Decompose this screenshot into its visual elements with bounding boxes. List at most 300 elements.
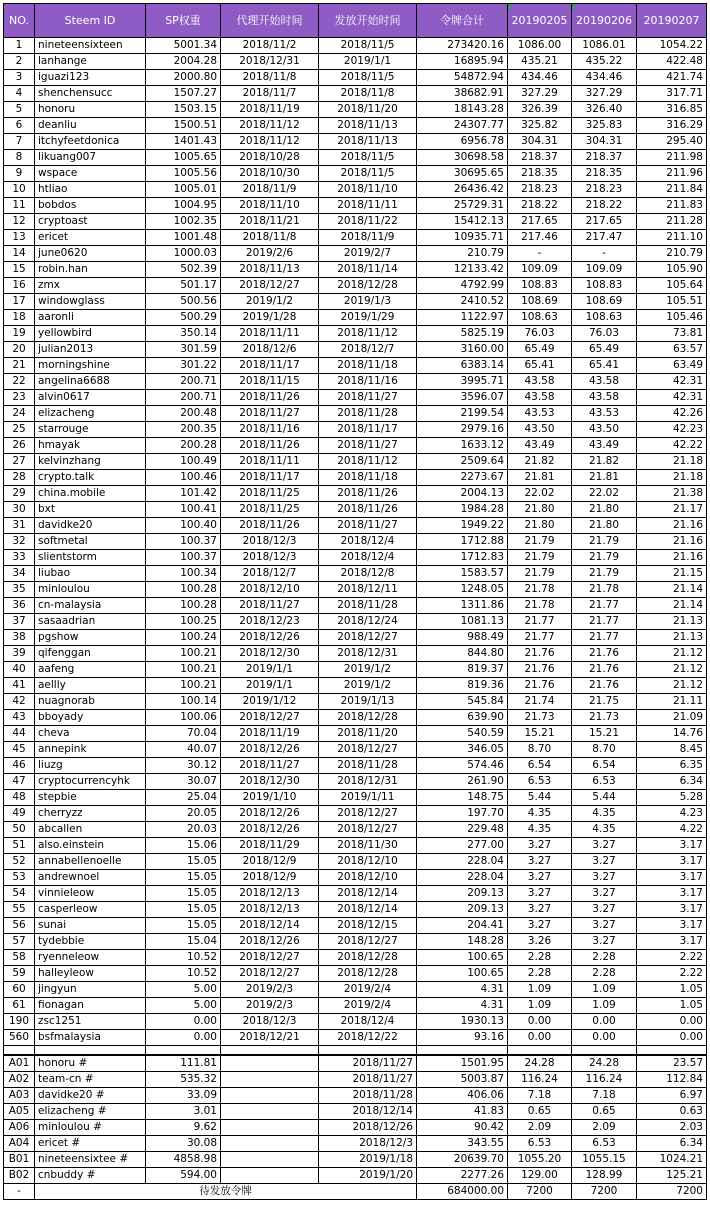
cell-sp-weight: 15.04 <box>146 934 221 950</box>
cell-delegation-start: 2018/12/30 <box>221 646 319 662</box>
cell-value-20190207: 8.45 <box>637 742 707 758</box>
cell-value-20190206: 21.76 <box>572 678 637 694</box>
cell-value-20190207: 21.12 <box>637 678 707 694</box>
cell-delegation-start: 2018/11/26 <box>221 390 319 406</box>
table-row <box>4 486 707 502</box>
cell-value-20190206: 2.28 <box>572 966 637 982</box>
table-row <box>4 310 707 326</box>
cell-steem-id: elizacheng <box>35 406 146 422</box>
cell-delegation-start <box>221 1088 319 1104</box>
cell-no: 19 <box>4 326 35 342</box>
table-body <box>4 38 707 1200</box>
cell-value-20190206: 217.65 <box>572 214 637 230</box>
cell-token-total: 10935.71 <box>417 230 508 246</box>
cell-steem-id: yellowbird <box>35 326 146 342</box>
cell-token-total: 93.16 <box>417 1030 508 1046</box>
cell-value-20190206: 0.00 <box>572 1030 637 1046</box>
cell-no: 53 <box>4 870 35 886</box>
cell-value-20190207: 211.98 <box>637 150 707 166</box>
cell-payout-start: 2018/11/27 <box>319 1055 417 1072</box>
cell-sp-weight: 100.28 <box>146 598 221 614</box>
cell-sp-weight: 70.04 <box>146 726 221 742</box>
table-row <box>4 534 707 550</box>
cell-sp-weight: 1005.65 <box>146 150 221 166</box>
cell-value-20190205: 43.49 <box>508 438 572 454</box>
cell-steem-id: honoru <box>35 102 146 118</box>
cell-steem-id: june0620 <box>35 246 146 262</box>
cell-token-total: 819.37 <box>417 662 508 678</box>
cell-token-total: 25729.31 <box>417 198 508 214</box>
cell-delegation-start: 2018/11/11 <box>221 326 319 342</box>
cell-token-total: 2410.52 <box>417 294 508 310</box>
cell-value-20190205: 21.76 <box>508 662 572 678</box>
cell-value-20190205: - <box>508 246 572 262</box>
cell-value-20190205: 8.70 <box>508 742 572 758</box>
cell-payout-start: 2018/12/26 <box>319 1120 417 1136</box>
cell-token-total: 4.31 <box>417 998 508 1014</box>
cell-value-20190207: 42.26 <box>637 406 707 422</box>
header-no: NO. <box>4 4 35 38</box>
cell-value-20190205: 43.58 <box>508 374 572 390</box>
table-row <box>4 1120 707 1136</box>
table-row <box>4 646 707 662</box>
cell-token-total: 209.13 <box>417 886 508 902</box>
table-row <box>4 742 707 758</box>
cell-value-20190207: 295.40 <box>637 134 707 150</box>
cell-no: 51 <box>4 838 35 854</box>
table-row <box>4 294 707 310</box>
cell-delegation-start: 2018/10/28 <box>221 150 319 166</box>
cell-no: 52 <box>4 854 35 870</box>
cell-sp-weight: 100.14 <box>146 694 221 710</box>
cell-steem-id: iguazi123 <box>35 70 146 86</box>
cell-token-total: 540.59 <box>417 726 508 742</box>
cell-payout-start: 2018/12/4 <box>319 534 417 550</box>
cell-value-20190206: 21.79 <box>572 534 637 550</box>
cell-value-20190206: 21.79 <box>572 566 637 582</box>
table-row <box>4 566 707 582</box>
token-distribution-table <box>3 3 707 1200</box>
cell-steem-id: tydebbie <box>35 934 146 950</box>
cell-steem-id: aafeng <box>35 662 146 678</box>
cell-no: 43 <box>4 710 35 726</box>
cell-delegation-start: 2018/12/3 <box>221 534 319 550</box>
cell-value-20190207: 3.17 <box>637 854 707 870</box>
cell-value-20190206: 43.58 <box>572 374 637 390</box>
cell-no: 37 <box>4 614 35 630</box>
cell-token-total: 3596.07 <box>417 390 508 406</box>
cell-steem-id: abcallen <box>35 822 146 838</box>
cell-steem-id: ericet # <box>35 1136 146 1152</box>
cell-no: 33 <box>4 550 35 566</box>
cell-payout-start: 2019/2/7 <box>319 246 417 262</box>
cell-payout-start: 2018/11/17 <box>319 422 417 438</box>
cell-no: 48 <box>4 790 35 806</box>
cell-value-20190206: 218.35 <box>572 166 637 182</box>
cell-value-20190207: 3.17 <box>637 838 707 854</box>
cell-delegation-start: 2018/11/11 <box>221 454 319 470</box>
cell-no: 13 <box>4 230 35 246</box>
cell-value-20190207: 211.84 <box>637 182 707 198</box>
table-row <box>4 934 707 950</box>
cell-payout-start: 2018/12/28 <box>319 966 417 982</box>
table-row <box>4 662 707 678</box>
cell-delegation-start: 2018/11/27 <box>221 758 319 774</box>
cell-value-20190207: 211.28 <box>637 214 707 230</box>
cell-no: 9 <box>4 166 35 182</box>
cell-value-20190206: 435.22 <box>572 54 637 70</box>
cell-token-total: 273420.16 <box>417 38 508 54</box>
cell-token-total: 26436.42 <box>417 182 508 198</box>
cell-payout-start: 2018/12/27 <box>319 934 417 950</box>
cell-token-total: 228.04 <box>417 870 508 886</box>
table-row <box>4 902 707 918</box>
cell-value-20190205: 217.65 <box>508 214 572 230</box>
cell-delegation-start: 2018/11/7 <box>221 86 319 102</box>
cell-value-20190205: 325.82 <box>508 118 572 134</box>
cell-payout-start: 2018/12/4 <box>319 550 417 566</box>
cell-value-20190207: 23.57 <box>637 1055 707 1072</box>
cell-delegation-start: 2018/11/29 <box>221 838 319 854</box>
cell-payout-start: 2018/12/28 <box>319 710 417 726</box>
table-row <box>4 102 707 118</box>
cell-value-20190205: 4.35 <box>508 806 572 822</box>
cell-no: 31 <box>4 518 35 534</box>
cell-token-total: 3160.00 <box>417 342 508 358</box>
cell-token-total: 2979.16 <box>417 422 508 438</box>
cell-sp-weight: 20.05 <box>146 806 221 822</box>
table-row <box>4 374 707 390</box>
cell-no: 11 <box>4 198 35 214</box>
cell-value-20190205: 7.18 <box>508 1088 572 1104</box>
cell-sp-weight: 100.21 <box>146 678 221 694</box>
cell-token-total: 15412.13 <box>417 214 508 230</box>
cell-value-20190207: 1024.21 <box>637 1152 707 1168</box>
cell-steem-id: elizacheng # <box>35 1104 146 1120</box>
cell-token-total: 346.05 <box>417 742 508 758</box>
cell-value-20190206: 2.28 <box>572 950 637 966</box>
cell-value-20190207: 6.34 <box>637 774 707 790</box>
cell-value-20190206: 4.35 <box>572 806 637 822</box>
cell-steem-id: casperleow <box>35 902 146 918</box>
cell-no: 28 <box>4 470 35 486</box>
cell-value-20190206: 6.53 <box>572 774 637 790</box>
gap-cell <box>572 1046 637 1056</box>
cell-value-20190207: 21.16 <box>637 550 707 566</box>
cell-value-20190206: 21.79 <box>572 550 637 566</box>
cell-steem-id: vinnieleow <box>35 886 146 902</box>
cell-delegation-start: 2019/1/1 <box>221 662 319 678</box>
table-row <box>4 1136 707 1152</box>
cell-delegation-start: 2018/12/6 <box>221 342 319 358</box>
header-date-20190206: 20190206 <box>572 4 637 38</box>
gap-cell <box>35 1046 146 1056</box>
cell-delegation-start: 2018/10/30 <box>221 166 319 182</box>
cell-payout-start: 2018/11/14 <box>319 262 417 278</box>
cell-steem-id: team-cn # <box>35 1072 146 1088</box>
cell-steem-id: cryptocurrencyhk <box>35 774 146 790</box>
cell-value-20190207: 63.57 <box>637 342 707 358</box>
cell-no: 59 <box>4 966 35 982</box>
cell-delegation-start: 2018/11/8 <box>221 230 319 246</box>
table-row <box>4 470 707 486</box>
cell-no: 35 <box>4 582 35 598</box>
cell-sp-weight: 1401.43 <box>146 134 221 150</box>
cell-payout-start: 2018/11/20 <box>319 102 417 118</box>
cell-value-20190206: 3.27 <box>572 934 637 950</box>
cell-payout-start: 2018/12/14 <box>319 886 417 902</box>
cell-value-20190205: 3.27 <box>508 886 572 902</box>
cell-value-20190205: 21.79 <box>508 566 572 582</box>
cell-token-total: 277.00 <box>417 838 508 854</box>
cell-no: 24 <box>4 406 35 422</box>
cell-sp-weight: 10.52 <box>146 950 221 966</box>
table-row <box>4 150 707 166</box>
cell-steem-id: hmayak <box>35 438 146 454</box>
cell-steem-id: ryenneleow <box>35 950 146 966</box>
cell-no: 26 <box>4 438 35 454</box>
cell-sp-weight: 502.39 <box>146 262 221 278</box>
cell-value-20190207: 125.21 <box>637 1168 707 1184</box>
cell-sp-weight: 25.04 <box>146 790 221 806</box>
cell-no: 42 <box>4 694 35 710</box>
cell-value-20190205: 65.41 <box>508 358 572 374</box>
cell-value-20190206: 108.63 <box>572 310 637 326</box>
cell-token-total: 2277.26 <box>417 1168 508 1184</box>
cell-value-20190207: 6.34 <box>637 1136 707 1152</box>
cell-delegation-start: 2019/1/10 <box>221 790 319 806</box>
cell-steem-id: zsc1251 <box>35 1014 146 1030</box>
cell-value-20190205: 21.81 <box>508 470 572 486</box>
cell-value-20190206: 22.02 <box>572 486 637 502</box>
table-row <box>4 550 707 566</box>
cell-token-total: 41.83 <box>417 1104 508 1120</box>
cell-payout-start: 2019/1/29 <box>319 310 417 326</box>
cell-payout-start: 2018/11/16 <box>319 374 417 390</box>
cell-token-total: 1712.83 <box>417 550 508 566</box>
cell-steem-id: aaronli <box>35 310 146 326</box>
cell-value-20190207: 211.96 <box>637 166 707 182</box>
cell-delegation-start: 2018/11/9 <box>221 182 319 198</box>
table-row <box>4 518 707 534</box>
cell-value-20190205: 3.27 <box>508 918 572 934</box>
cell-token-total: 5825.19 <box>417 326 508 342</box>
table-row <box>4 230 707 246</box>
cell-value-20190205: 6.53 <box>508 1136 572 1152</box>
cell-value-20190205: 109.09 <box>508 262 572 278</box>
cell-value-20190206: 21.77 <box>572 614 637 630</box>
cell-value-20190205: 21.79 <box>508 534 572 550</box>
cell-value-20190207: 112.84 <box>637 1072 707 1088</box>
cell-sp-weight: 0.00 <box>146 1014 221 1030</box>
cell-value-20190205: 108.83 <box>508 278 572 294</box>
cell-value-20190205: 218.22 <box>508 198 572 214</box>
cell-payout-start: 2018/12/24 <box>319 614 417 630</box>
cell-value-20190205: 21.73 <box>508 710 572 726</box>
table-row <box>4 918 707 934</box>
cell-sp-weight: 33.09 <box>146 1088 221 1104</box>
cell-no: 560 <box>4 1030 35 1046</box>
table-row <box>4 838 707 854</box>
cell-value-20190205: 108.63 <box>508 310 572 326</box>
cell-no: 16 <box>4 278 35 294</box>
cell-steem-id: qifenggan <box>35 646 146 662</box>
cell-payout-start: 2019/2/4 <box>319 982 417 998</box>
footer-no: - <box>4 1184 35 1200</box>
cell-sp-weight: 1503.15 <box>146 102 221 118</box>
cell-steem-id: minloulou # <box>35 1120 146 1136</box>
cell-delegation-start: 2019/1/2 <box>221 294 319 310</box>
cell-value-20190206: 4.35 <box>572 822 637 838</box>
cell-payout-start: 2018/12/14 <box>319 902 417 918</box>
table-row <box>4 870 707 886</box>
cell-payout-start: 2018/11/10 <box>319 182 417 198</box>
cell-token-total: 1984.28 <box>417 502 508 518</box>
cell-value-20190205: 129.00 <box>508 1168 572 1184</box>
footer-value-20190206: 7200 <box>572 1184 637 1200</box>
cell-value-20190207: 21.13 <box>637 630 707 646</box>
cell-payout-start: 2018/12/14 <box>319 1104 417 1120</box>
cell-value-20190206: 21.80 <box>572 518 637 534</box>
cell-steem-id: cherryzz <box>35 806 146 822</box>
cell-delegation-start: 2018/12/14 <box>221 918 319 934</box>
cell-sp-weight: 100.34 <box>146 566 221 582</box>
cell-sp-weight: 200.35 <box>146 422 221 438</box>
cell-token-total: 12133.42 <box>417 262 508 278</box>
cell-value-20190207: 4.22 <box>637 822 707 838</box>
table-row <box>4 182 707 198</box>
footer-total: 684000.00 <box>417 1184 508 1200</box>
cell-sp-weight: 15.05 <box>146 918 221 934</box>
cell-no: B02 <box>4 1168 35 1184</box>
cell-no: 47 <box>4 774 35 790</box>
cell-delegation-start: 2018/11/8 <box>221 70 319 86</box>
cell-payout-start: 2018/12/10 <box>319 854 417 870</box>
cell-value-20190205: 218.23 <box>508 182 572 198</box>
cell-sp-weight: 20.03 <box>146 822 221 838</box>
cell-value-20190205: 304.31 <box>508 134 572 150</box>
header-payout-start: 发放开始时间 <box>319 4 417 38</box>
cell-payout-start: 2018/11/28 <box>319 598 417 614</box>
cell-value-20190205: 1.09 <box>508 982 572 998</box>
cell-value-20190206: 0.65 <box>572 1104 637 1120</box>
table-row <box>4 1055 707 1072</box>
cell-value-20190205: 0.00 <box>508 1030 572 1046</box>
cell-steem-id: bsfmalaysia <box>35 1030 146 1046</box>
cell-no: A04 <box>4 1136 35 1152</box>
cell-steem-id: liuzg <box>35 758 146 774</box>
cell-no: 55 <box>4 902 35 918</box>
cell-value-20190205: 22.02 <box>508 486 572 502</box>
cell-token-total: 100.65 <box>417 966 508 982</box>
cell-steem-id: angelina6688 <box>35 374 146 390</box>
cell-value-20190206: 43.58 <box>572 390 637 406</box>
cell-payout-start: 2018/11/5 <box>319 38 417 54</box>
cell-steem-id: jingyun <box>35 982 146 998</box>
cell-value-20190205: 218.35 <box>508 166 572 182</box>
cell-sp-weight: 30.07 <box>146 774 221 790</box>
cell-delegation-start: 2018/11/12 <box>221 134 319 150</box>
cell-no: 36 <box>4 598 35 614</box>
cell-payout-start: 2019/1/3 <box>319 294 417 310</box>
cell-sp-weight: 1005.56 <box>146 166 221 182</box>
cell-value-20190207: 14.76 <box>637 726 707 742</box>
cell-value-20190205: 43.58 <box>508 390 572 406</box>
cell-payout-start: 2019/1/11 <box>319 790 417 806</box>
cell-value-20190205: 65.49 <box>508 342 572 358</box>
footer-value-20190205: 7200 <box>508 1184 572 1200</box>
cell-value-20190206: 116.24 <box>572 1072 637 1088</box>
cell-token-total: 2199.54 <box>417 406 508 422</box>
cell-token-total: 1949.22 <box>417 518 508 534</box>
cell-sp-weight: 100.37 <box>146 550 221 566</box>
cell-delegation-start: 2018/11/17 <box>221 470 319 486</box>
cell-no: 190 <box>4 1014 35 1030</box>
cell-payout-start: 2018/11/13 <box>319 134 417 150</box>
cell-sp-weight: 15.06 <box>146 838 221 854</box>
cell-value-20190206: 217.47 <box>572 230 637 246</box>
cell-value-20190206: 43.53 <box>572 406 637 422</box>
cell-sp-weight: 5.00 <box>146 998 221 1014</box>
cell-sp-weight: 1001.48 <box>146 230 221 246</box>
gap-cell <box>508 1046 572 1056</box>
cell-value-20190205: 21.82 <box>508 454 572 470</box>
cell-sp-weight: 2000.80 <box>146 70 221 86</box>
table-row <box>4 1088 707 1104</box>
cell-payout-start: 2019/1/2 <box>319 678 417 694</box>
table-row <box>4 598 707 614</box>
cell-steem-id: cryptoast <box>35 214 146 230</box>
table-row <box>4 118 707 134</box>
cell-payout-start: 2018/11/27 <box>319 518 417 534</box>
cell-value-20190205: 43.53 <box>508 406 572 422</box>
table-row <box>4 86 707 102</box>
table-row <box>4 246 707 262</box>
cell-payout-start: 2019/1/20 <box>319 1168 417 1184</box>
cell-token-total: 148.75 <box>417 790 508 806</box>
cell-token-total: 100.65 <box>417 950 508 966</box>
cell-sp-weight: 15.05 <box>146 870 221 886</box>
cell-value-20190207: 0.63 <box>637 1104 707 1120</box>
cell-token-total: 20639.70 <box>417 1152 508 1168</box>
cell-token-total: 844.80 <box>417 646 508 662</box>
header-delegation-start: 代理开始时间 <box>221 4 319 38</box>
cell-token-total: 4.31 <box>417 982 508 998</box>
cell-sp-weight: 100.25 <box>146 614 221 630</box>
cell-payout-start: 2019/2/4 <box>319 998 417 1014</box>
cell-no: 61 <box>4 998 35 1014</box>
table-row <box>4 1030 707 1046</box>
table-row <box>4 1072 707 1088</box>
cell-delegation-start: 2018/11/13 <box>221 262 319 278</box>
cell-delegation-start: 2018/12/26 <box>221 742 319 758</box>
cell-delegation-start: 2018/12/21 <box>221 1030 319 1046</box>
cell-sp-weight: 5.00 <box>146 982 221 998</box>
cell-steem-id: sunai <box>35 918 146 934</box>
gap-cell <box>4 1046 35 1056</box>
cell-value-20190207: 3.17 <box>637 934 707 950</box>
cell-steem-id: itchyfeetdonica <box>35 134 146 150</box>
cell-steem-id: halleyleow <box>35 966 146 982</box>
cell-value-20190206: 218.37 <box>572 150 637 166</box>
cell-steem-id: cnbuddy # <box>35 1168 146 1184</box>
cell-no: 4 <box>4 86 35 102</box>
cell-delegation-start: 2018/12/9 <box>221 870 319 886</box>
cell-value-20190206: 108.69 <box>572 294 637 310</box>
cell-value-20190207: 21.15 <box>637 566 707 582</box>
cell-value-20190206: 3.27 <box>572 854 637 870</box>
cell-steem-id: likuang007 <box>35 150 146 166</box>
